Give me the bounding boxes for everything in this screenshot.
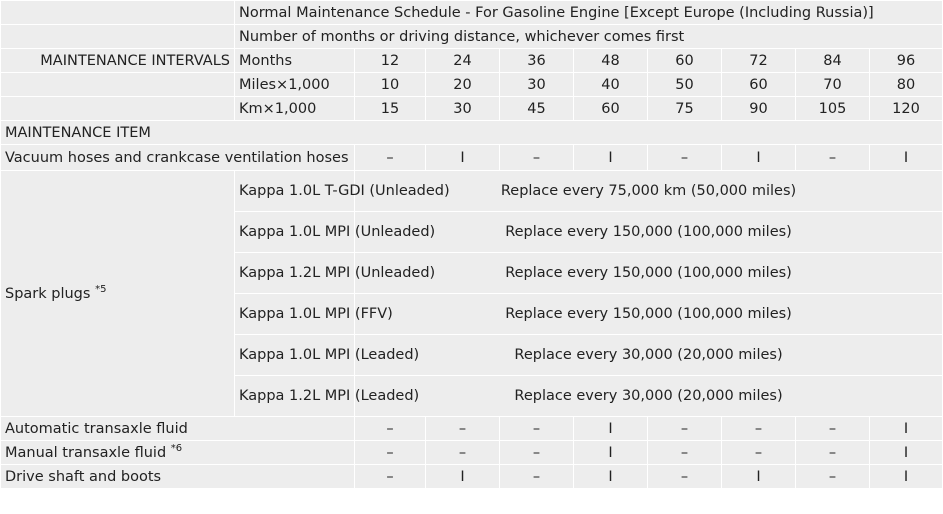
table-row — [1, 171, 943, 212]
months-value: 24 — [426, 49, 500, 73]
replace-note: Replace every 150,000 (100,000 miles) — [355, 294, 943, 335]
interval-mark: I — [870, 441, 943, 465]
km-value: 15 — [355, 97, 426, 121]
schedule-title: Normal Maintenance Schedule - For Gasoline Engine [Except Europe (Including Russia)] — [235, 1, 943, 25]
interval-mark: – — [722, 417, 796, 441]
interval-mark: – — [722, 441, 796, 465]
miles-value: 70 — [796, 73, 870, 97]
engine-type: Kappa 1.0L T-GDI (Unleaded) — [235, 171, 355, 212]
miles-value: 60 — [722, 73, 796, 97]
item-name: Drive shaft and boots — [1, 465, 355, 489]
months-value: 48 — [574, 49, 648, 73]
months-value: 60 — [648, 49, 722, 73]
interval-mark: – — [648, 441, 722, 465]
table-row — [1, 145, 943, 171]
interval-mark: I — [870, 145, 943, 171]
months-value: 72 — [722, 49, 796, 73]
replace-note: Replace every 150,000 (100,000 miles) — [355, 212, 943, 253]
engine-type: Kappa 1.2L MPI (Unleaded) — [235, 253, 355, 294]
manual-fluid-cell — [1, 441, 355, 465]
months-value: 96 — [870, 49, 943, 73]
miles-value: 40 — [574, 73, 648, 97]
months-value: 36 — [500, 49, 574, 73]
interval-mark: – — [648, 417, 722, 441]
replace-note: Replace every 30,000 (20,000 miles) — [355, 335, 943, 376]
interval-mark: – — [426, 441, 500, 465]
item-name: Vacuum hoses and crankcase ventilation hoses — [1, 145, 355, 171]
title-row — [1, 1, 943, 25]
interval-mark: – — [355, 417, 426, 441]
interval-mark: I — [426, 465, 500, 489]
engine-type: Kappa 1.0L MPI (FFV) — [235, 294, 355, 335]
km-value: 105 — [796, 97, 870, 121]
km-value: 30 — [426, 97, 500, 121]
interval-mark: – — [500, 441, 574, 465]
table-row — [1, 417, 943, 441]
item-header-row — [1, 121, 943, 145]
interval-mark: – — [796, 417, 870, 441]
footnote-marker: *6 — [170, 442, 183, 454]
interval-mark: – — [796, 465, 870, 489]
months-value: 12 — [355, 49, 426, 73]
interval-mark: I — [574, 465, 648, 489]
km-value: 60 — [574, 97, 648, 121]
miles-value: 20 — [426, 73, 500, 97]
months-row — [1, 49, 943, 73]
item-label: MAINTENANCE ITEM — [1, 121, 943, 145]
engine-type: Kappa 1.0L MPI (Leaded) — [235, 335, 355, 376]
spark-plugs-cell — [1, 171, 235, 417]
interval-mark: I — [574, 441, 648, 465]
item-name: Manual transaxle fluid — [5, 444, 167, 461]
table-row — [1, 441, 943, 465]
interval-mark: I — [722, 145, 796, 171]
interval-mark: – — [648, 145, 722, 171]
interval-mark: – — [796, 441, 870, 465]
km-label: Km×1,000 — [235, 97, 355, 121]
interval-mark: I — [574, 145, 648, 171]
km-value: 120 — [870, 97, 943, 121]
miles-value: 30 — [500, 73, 574, 97]
km-value: 90 — [722, 97, 796, 121]
subtitle-row — [1, 25, 943, 49]
interval-mark: – — [796, 145, 870, 171]
interval-mark: – — [500, 465, 574, 489]
table-row — [1, 465, 943, 489]
interval-mark: I — [870, 417, 943, 441]
interval-mark: I — [574, 417, 648, 441]
km-row — [1, 97, 943, 121]
interval-mark: I — [870, 465, 943, 489]
miles-value: 50 — [648, 73, 722, 97]
interval-mark: I — [722, 465, 796, 489]
miles-row — [1, 73, 943, 97]
interval-mark: – — [648, 465, 722, 489]
months-label: Months — [235, 49, 355, 73]
schedule-subtitle: Number of months or driving distance, whichever comes first — [235, 25, 943, 49]
interval-mark: – — [500, 145, 574, 171]
interval-mark: – — [355, 465, 426, 489]
intervals-label: MAINTENANCE INTERVALS — [1, 49, 235, 73]
engine-type: Kappa 1.2L MPI (Leaded) — [235, 376, 355, 417]
km-value: 75 — [648, 97, 722, 121]
months-value: 84 — [796, 49, 870, 73]
replace-note: Replace every 30,000 (20,000 miles) — [355, 376, 943, 417]
item-name: Spark plugs — [5, 285, 91, 302]
interval-mark: – — [355, 145, 426, 171]
interval-mark: – — [500, 417, 574, 441]
interval-mark: – — [426, 417, 500, 441]
miles-label: Miles×1,000 — [235, 73, 355, 97]
item-name: Automatic transaxle fluid — [1, 417, 355, 441]
footnote-marker: *5 — [95, 283, 107, 295]
replace-note: Replace every 75,000 km (50,000 miles) — [355, 171, 943, 212]
km-value: 45 — [500, 97, 574, 121]
interval-mark: I — [426, 145, 500, 171]
engine-type: Kappa 1.0L MPI (Unleaded) — [235, 212, 355, 253]
miles-value: 10 — [355, 73, 426, 97]
replace-note: Replace every 150,000 (100,000 miles) — [355, 253, 943, 294]
interval-mark: – — [355, 441, 426, 465]
miles-value: 80 — [870, 73, 943, 97]
